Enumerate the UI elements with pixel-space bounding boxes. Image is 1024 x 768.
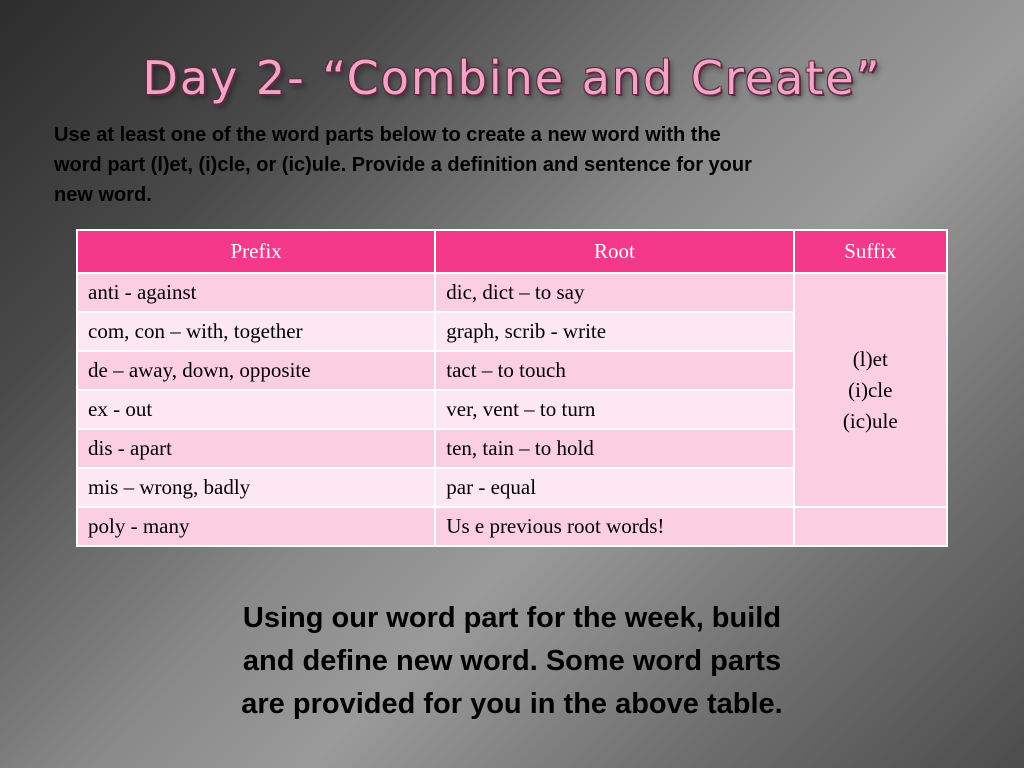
word-parts-table bbox=[76, 229, 948, 547]
root-cell: ver, vent – to turn bbox=[435, 390, 793, 429]
table-row bbox=[77, 273, 947, 312]
root-cell: par - equal bbox=[435, 468, 793, 507]
closing-line: Using our word part for the week, build bbox=[242, 602, 782, 634]
suffix-item: (ic)ule bbox=[842, 408, 898, 433]
header-suffix: Suffix bbox=[794, 230, 947, 273]
prefix-cell: ex - out bbox=[77, 390, 435, 429]
header-root: Root bbox=[435, 230, 793, 273]
closing-line: are provided for you in the above table. bbox=[241, 688, 783, 720]
suffix-item: (i)cle bbox=[848, 377, 893, 402]
instructions-line: new word. bbox=[54, 184, 152, 206]
closing-line: and define new word. Some word parts bbox=[242, 645, 782, 677]
table-header-row bbox=[77, 230, 947, 273]
root-cell: dic, dict – to say bbox=[435, 273, 793, 312]
root-cell: graph, scrib - write bbox=[435, 312, 793, 351]
root-cell: ten, tain – to hold bbox=[435, 429, 793, 468]
header-prefix: Prefix bbox=[77, 230, 435, 273]
suffix-item: (l)et bbox=[852, 346, 888, 371]
table-row bbox=[77, 507, 947, 546]
instructions-line: word part (l)et, (i)cle, or (ic)ule. Provide a definition and sentence for your bbox=[54, 154, 752, 176]
prefix-cell: mis – wrong, badly bbox=[77, 468, 435, 507]
instructions-line: Use at least one of the word parts below to create a new word with the bbox=[54, 124, 721, 146]
prefix-cell: com, con – with, together bbox=[77, 312, 435, 351]
prefix-cell: dis - apart bbox=[77, 429, 435, 468]
root-cell: Us e previous root words! bbox=[435, 507, 793, 546]
prefix-cell: poly - many bbox=[77, 507, 435, 546]
prefix-cell: de – away, down, opposite bbox=[77, 351, 435, 390]
suffix-empty-cell bbox=[794, 507, 947, 546]
root-cell: tact – to touch bbox=[435, 351, 793, 390]
instructions-text bbox=[54, 120, 974, 210]
word-parts-table-container bbox=[76, 229, 948, 547]
slide-title: Day 2- “Combine and Create” bbox=[142, 51, 882, 105]
prefix-cell: anti - against bbox=[77, 273, 435, 312]
suffix-cell bbox=[794, 273, 947, 507]
closing-text bbox=[0, 597, 1024, 726]
